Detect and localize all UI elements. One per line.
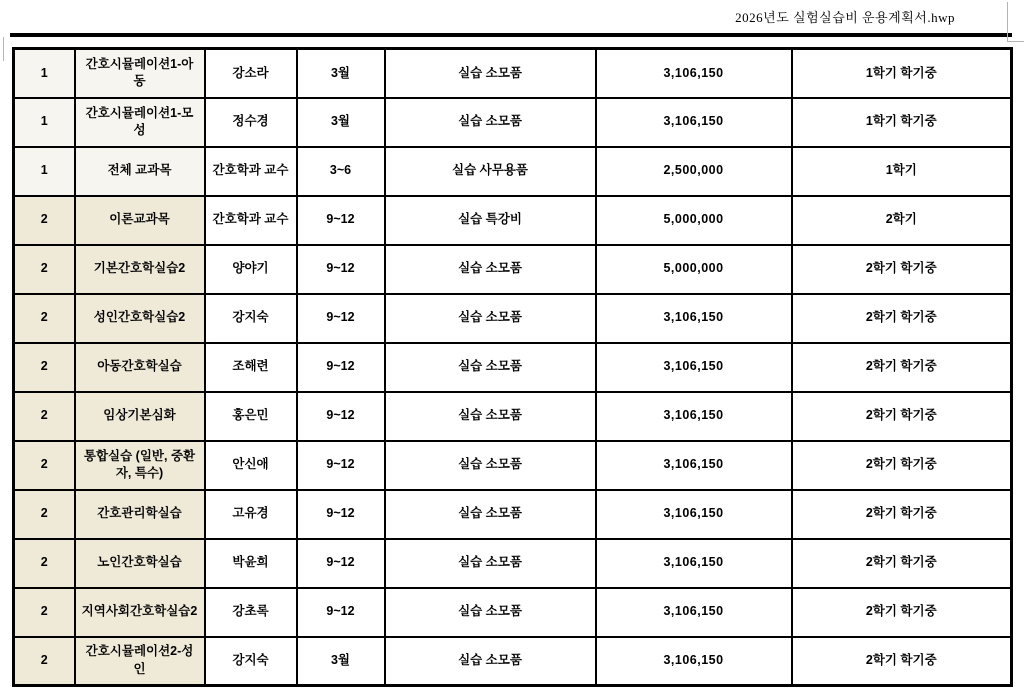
cell-period: 2학기 학기중 xyxy=(792,441,1012,490)
cell-amount: 3,106,150 xyxy=(596,539,792,588)
document-filename: 2026년도 실험실습비 운용계획서.hwp xyxy=(735,10,955,25)
cell-item: 실습 소모품 xyxy=(385,392,596,441)
cell-course: 간호시뮬레이션1-아동 xyxy=(75,49,205,98)
table-row xyxy=(14,147,1012,196)
cell-semester: 2 xyxy=(14,196,75,245)
budget-table xyxy=(12,47,1013,687)
cell-amount: 3,106,150 xyxy=(596,98,792,147)
table-row xyxy=(14,245,1012,294)
cell-item: 실습 사무용품 xyxy=(385,147,596,196)
cell-course: 이론교과목 xyxy=(75,196,205,245)
cell-amount: 5,000,000 xyxy=(596,245,792,294)
cell-months: 9~12 xyxy=(297,245,385,294)
cell-item: 실습 특강비 xyxy=(385,196,596,245)
cell-period: 2학기 학기중 xyxy=(792,637,1012,686)
table-row xyxy=(14,588,1012,637)
cell-semester: 2 xyxy=(14,441,75,490)
cell-semester: 2 xyxy=(14,245,75,294)
budget-table-body xyxy=(14,49,1012,686)
cell-months: 9~12 xyxy=(297,294,385,343)
table-row xyxy=(14,637,1012,686)
cell-instructor: 간호학과 교수 xyxy=(205,196,297,245)
cell-instructor: 안신애 xyxy=(205,441,297,490)
cell-item: 실습 소모품 xyxy=(385,343,596,392)
cell-months: 9~12 xyxy=(297,196,385,245)
table-row xyxy=(14,343,1012,392)
cell-course: 노인간호학실습 xyxy=(75,539,205,588)
cell-instructor: 강초록 xyxy=(205,588,297,637)
cell-amount: 3,106,150 xyxy=(596,49,792,98)
cell-item: 실습 소모품 xyxy=(385,588,596,637)
cell-semester: 2 xyxy=(14,637,75,686)
cell-period: 2학기 학기중 xyxy=(792,588,1012,637)
cell-months: 3월 xyxy=(297,637,385,686)
cell-item: 실습 소모품 xyxy=(385,539,596,588)
cell-amount: 2,500,000 xyxy=(596,147,792,196)
cell-course: 성인간호학실습2 xyxy=(75,294,205,343)
table-row xyxy=(14,490,1012,539)
cell-course: 전체 교과목 xyxy=(75,147,205,196)
cell-course: 임상기본심화 xyxy=(75,392,205,441)
page-guide-line-right-horizontal xyxy=(1007,41,1024,42)
cell-period: 1학기 xyxy=(792,147,1012,196)
cell-course: 지역사회간호학실습2 xyxy=(75,588,205,637)
table-row xyxy=(14,49,1012,98)
cell-course: 간호시뮬레이션1-모성 xyxy=(75,98,205,147)
cell-amount: 3,106,150 xyxy=(596,392,792,441)
cell-instructor: 간호학과 교수 xyxy=(205,147,297,196)
cell-period: 2학기 학기중 xyxy=(792,490,1012,539)
cell-period: 2학기 학기중 xyxy=(792,392,1012,441)
cell-item: 실습 소모품 xyxy=(385,98,596,147)
table-row xyxy=(14,392,1012,441)
table-row xyxy=(14,98,1012,147)
cell-item: 실습 소모품 xyxy=(385,490,596,539)
table-row xyxy=(14,294,1012,343)
cell-period: 1학기 학기중 xyxy=(792,98,1012,147)
cell-item: 실습 소모품 xyxy=(385,294,596,343)
cell-months: 9~12 xyxy=(297,441,385,490)
page-guide-line-left xyxy=(3,37,4,61)
cell-months: 9~12 xyxy=(297,343,385,392)
cell-item: 실습 소모품 xyxy=(385,49,596,98)
cell-instructor: 양야기 xyxy=(205,245,297,294)
cell-item: 실습 소모품 xyxy=(385,245,596,294)
cell-months: 9~12 xyxy=(297,392,385,441)
cell-period: 2학기 학기중 xyxy=(792,245,1012,294)
cell-semester: 2 xyxy=(14,392,75,441)
cell-semester: 2 xyxy=(14,294,75,343)
cell-period: 2학기 학기중 xyxy=(792,294,1012,343)
cell-instructor: 강지숙 xyxy=(205,294,297,343)
cell-semester: 1 xyxy=(14,147,75,196)
cell-amount: 3,106,150 xyxy=(596,588,792,637)
cell-period: 2학기 xyxy=(792,196,1012,245)
cell-semester: 2 xyxy=(14,490,75,539)
cell-semester: 1 xyxy=(14,49,75,98)
cell-amount: 3,106,150 xyxy=(596,490,792,539)
cell-semester: 2 xyxy=(14,343,75,392)
cell-amount: 5,000,000 xyxy=(596,196,792,245)
cell-semester: 1 xyxy=(14,98,75,147)
cell-item: 실습 소모품 xyxy=(385,441,596,490)
cell-months: 9~12 xyxy=(297,539,385,588)
cell-item: 실습 소모품 xyxy=(385,637,596,686)
cell-course: 간호관리학실습 xyxy=(75,490,205,539)
cell-amount: 3,106,150 xyxy=(596,343,792,392)
table-row xyxy=(14,196,1012,245)
cell-amount: 3,106,150 xyxy=(596,441,792,490)
cell-period: 2학기 학기중 xyxy=(792,539,1012,588)
header-divider-rule xyxy=(10,33,1012,37)
cell-instructor: 홍은민 xyxy=(205,392,297,441)
cell-months: 9~12 xyxy=(297,490,385,539)
table-row xyxy=(14,539,1012,588)
cell-months: 9~12 xyxy=(297,588,385,637)
cell-semester: 2 xyxy=(14,588,75,637)
cell-instructor: 강소라 xyxy=(205,49,297,98)
cell-course: 간호시뮬레이션2-성인 xyxy=(75,637,205,686)
page-guide-line-right xyxy=(1007,2,1008,41)
cell-course: 통합실습 (일반, 중환자, 특수) xyxy=(75,441,205,490)
cell-semester: 2 xyxy=(14,539,75,588)
cell-months: 3월 xyxy=(297,98,385,147)
cell-months: 3~6 xyxy=(297,147,385,196)
cell-course: 아동간호학실습 xyxy=(75,343,205,392)
cell-instructor: 정수경 xyxy=(205,98,297,147)
cell-instructor: 강지숙 xyxy=(205,637,297,686)
cell-instructor: 박윤희 xyxy=(205,539,297,588)
cell-period: 1학기 학기중 xyxy=(792,49,1012,98)
cell-period: 2학기 학기중 xyxy=(792,343,1012,392)
cell-amount: 3,106,150 xyxy=(596,637,792,686)
table-row xyxy=(14,441,1012,490)
cell-course: 기본간호학실습2 xyxy=(75,245,205,294)
cell-months: 3월 xyxy=(297,49,385,98)
cell-instructor: 고유경 xyxy=(205,490,297,539)
cell-instructor: 조해련 xyxy=(205,343,297,392)
cell-amount: 3,106,150 xyxy=(596,294,792,343)
